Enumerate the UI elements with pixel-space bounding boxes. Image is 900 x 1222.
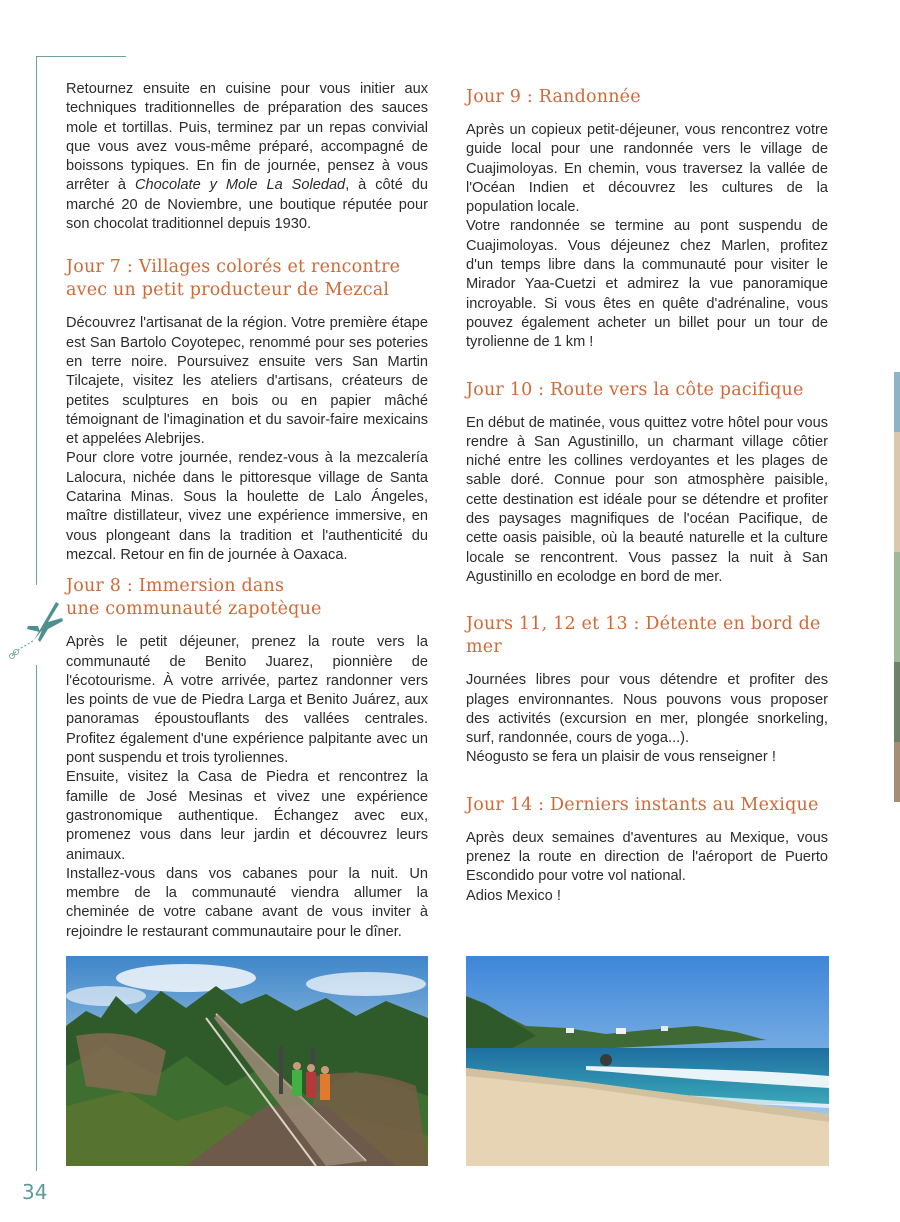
day14-paragraph-1: Après deux semaines d'aventures au Mexique, vous prenez la route en direction de l'aéroport de Puerto Escondido pour votre vol national. bbox=[466, 829, 828, 885]
airplane-icon bbox=[4, 596, 64, 666]
day11-paragraph-2: Néogusto se fera un plaisir de vous renseigner ! bbox=[466, 749, 776, 766]
right-column bbox=[466, 86, 828, 906]
day9-paragraph-1: Après un copieux petit-déjeuner, vous rencontrez votre guide local pour une randonnée vers le village de Cuajimoloyas. En chemin, vous traversez la vallée de l'Océan Indien et découvrez les cultures de la population locale. bbox=[466, 122, 828, 216]
shop-name: Chocolate y Mole La Soledad bbox=[134, 177, 346, 194]
beach-photo bbox=[466, 956, 829, 1166]
page-number: 34 bbox=[22, 1180, 48, 1204]
left-column bbox=[66, 80, 428, 942]
day7-paragraph-1: Découvrez l'artisanat de la région. Votre première étape est San Bartolo Coyotepec, renommé pour ses poteries en terre noire. Poursuivez ensuite vers San Martin Tilcajete, visitez les ateliers d'artisans, créateurs de petites sculptures en bois ou en papier mâché témoignant de l'imagination et du savoir-faire mexicains et appelées Alebrijes. bbox=[66, 315, 428, 448]
day8-paragraph-3: Installez-vous dans vos cabanes pour la nuit. Un membre de la communauté viendra allumer la cheminée de votre cabane avant de vous inviter à rejoindre le restaurant communautaire pour le dîner. bbox=[66, 865, 428, 940]
day10-heading: Jour 10 : Route vers la côte pacifique bbox=[466, 379, 804, 400]
day11-paragraph-1: Journées libres pour vous détendre et profiter des plages environnantes. Nous pouvons vous proposer des activités (excursion en mer, plongée snorkeling, surf, randonnée, cours de yoga...). bbox=[466, 672, 828, 747]
intro-paragraph: Retournez ensuite en cuisine pour vous initier aux techniques traditionnelles de préparation des sauces mole et tortillas. Puis, terminez par un repas convivial que vous avez vous-même préparé, accompagné de boissons typiques. En fin de journée, pensez à vous arrêter à Chocolate y Mole La Soledad, à côté du marché 20 de Noviembre, une boutique réputée pour son chocolat traditionnel depuis 1930. bbox=[66, 81, 428, 233]
suspension-bridge-photo bbox=[66, 956, 428, 1166]
day8-paragraph-2: Ensuite, visitez la Casa de Piedra et rencontrez la famille de José Mesinas et vivez une expérience gastronomique authentique. Échangez avec eux, promenez vous dans leur jardin et découvrez leurs animaux. bbox=[66, 769, 428, 863]
day9-heading: Jour 9 : Randonnée bbox=[466, 87, 641, 107]
adjacent-page-edge bbox=[894, 372, 900, 802]
day8-paragraph-1: Après le petit déjeuner, prenez la route vers la communauté de Benito Juarez, pionnière de l'écotourisme. À votre arrivée, partez randonner vers les points de vue de Piedra Larga et Benito Juárez, aux panoramas époustouflants des vallées centrales. Profitez également d'une expérience palpitante avec un pont suspendu et trois tyroliennes. bbox=[66, 634, 428, 767]
day8-heading: Jour 8 : Immersion dans une communauté zapotèque bbox=[66, 576, 322, 620]
day9-paragraph-2: Votre randonnée se termine au pont suspendu de Cuajimoloyas. Vous déjeunez chez Marlen, profitez d'un temps libre dans la communauté pour visiter le Mirador Yaa-Cuetzi et admirez la vue panoramique incroyable. Si vous êtes en quête d'adrénaline, vous pouvez également acheter un billet pour un tour de tyrolienne de 1 km ! bbox=[466, 218, 828, 351]
day11-heading: Jours 11, 12 et 13 : Détente en bord de mer bbox=[466, 614, 821, 658]
day14-paragraph-2: Adios Mexico ! bbox=[466, 887, 561, 904]
frame-top-line bbox=[36, 56, 126, 57]
day14-heading: Jour 14 : Derniers instants au Mexique bbox=[466, 794, 819, 815]
day7-heading: Jour 7 : Villages colorés et rencontre avec un petit producteur de Mezcal bbox=[66, 257, 401, 301]
day10-paragraph-1: En début de matinée, vous quittez votre hôtel pour vous rendre à San Agustinillo, un charmant village côtier niché entre les collines verdoyantes et les plages de sable doré. Connue pour son atmosphère paisible, cette destination est idéale pour se détendre et profiter des paysages magnifiques de l'océan Pacifique, de cette oasis paisible, où la beauté naturelle et la culture locale se rencontrent. Vous passez la nuit à San Agustinillo en ecolodge en bord de mer. bbox=[466, 414, 828, 585]
day7-paragraph-2: Pour clore votre journée, rendez-vous à la mezcalería Lalocura, nichée dans le pittoresque village de Santa Catarina Minas. Sous la houlette de Lalo Ángeles, maître distillateur, vivez une expérience immersive, en vous plongeant dans la tradition et l'authenticité du mezcal. Retour en fin de journée à Oaxaca. bbox=[66, 450, 428, 563]
